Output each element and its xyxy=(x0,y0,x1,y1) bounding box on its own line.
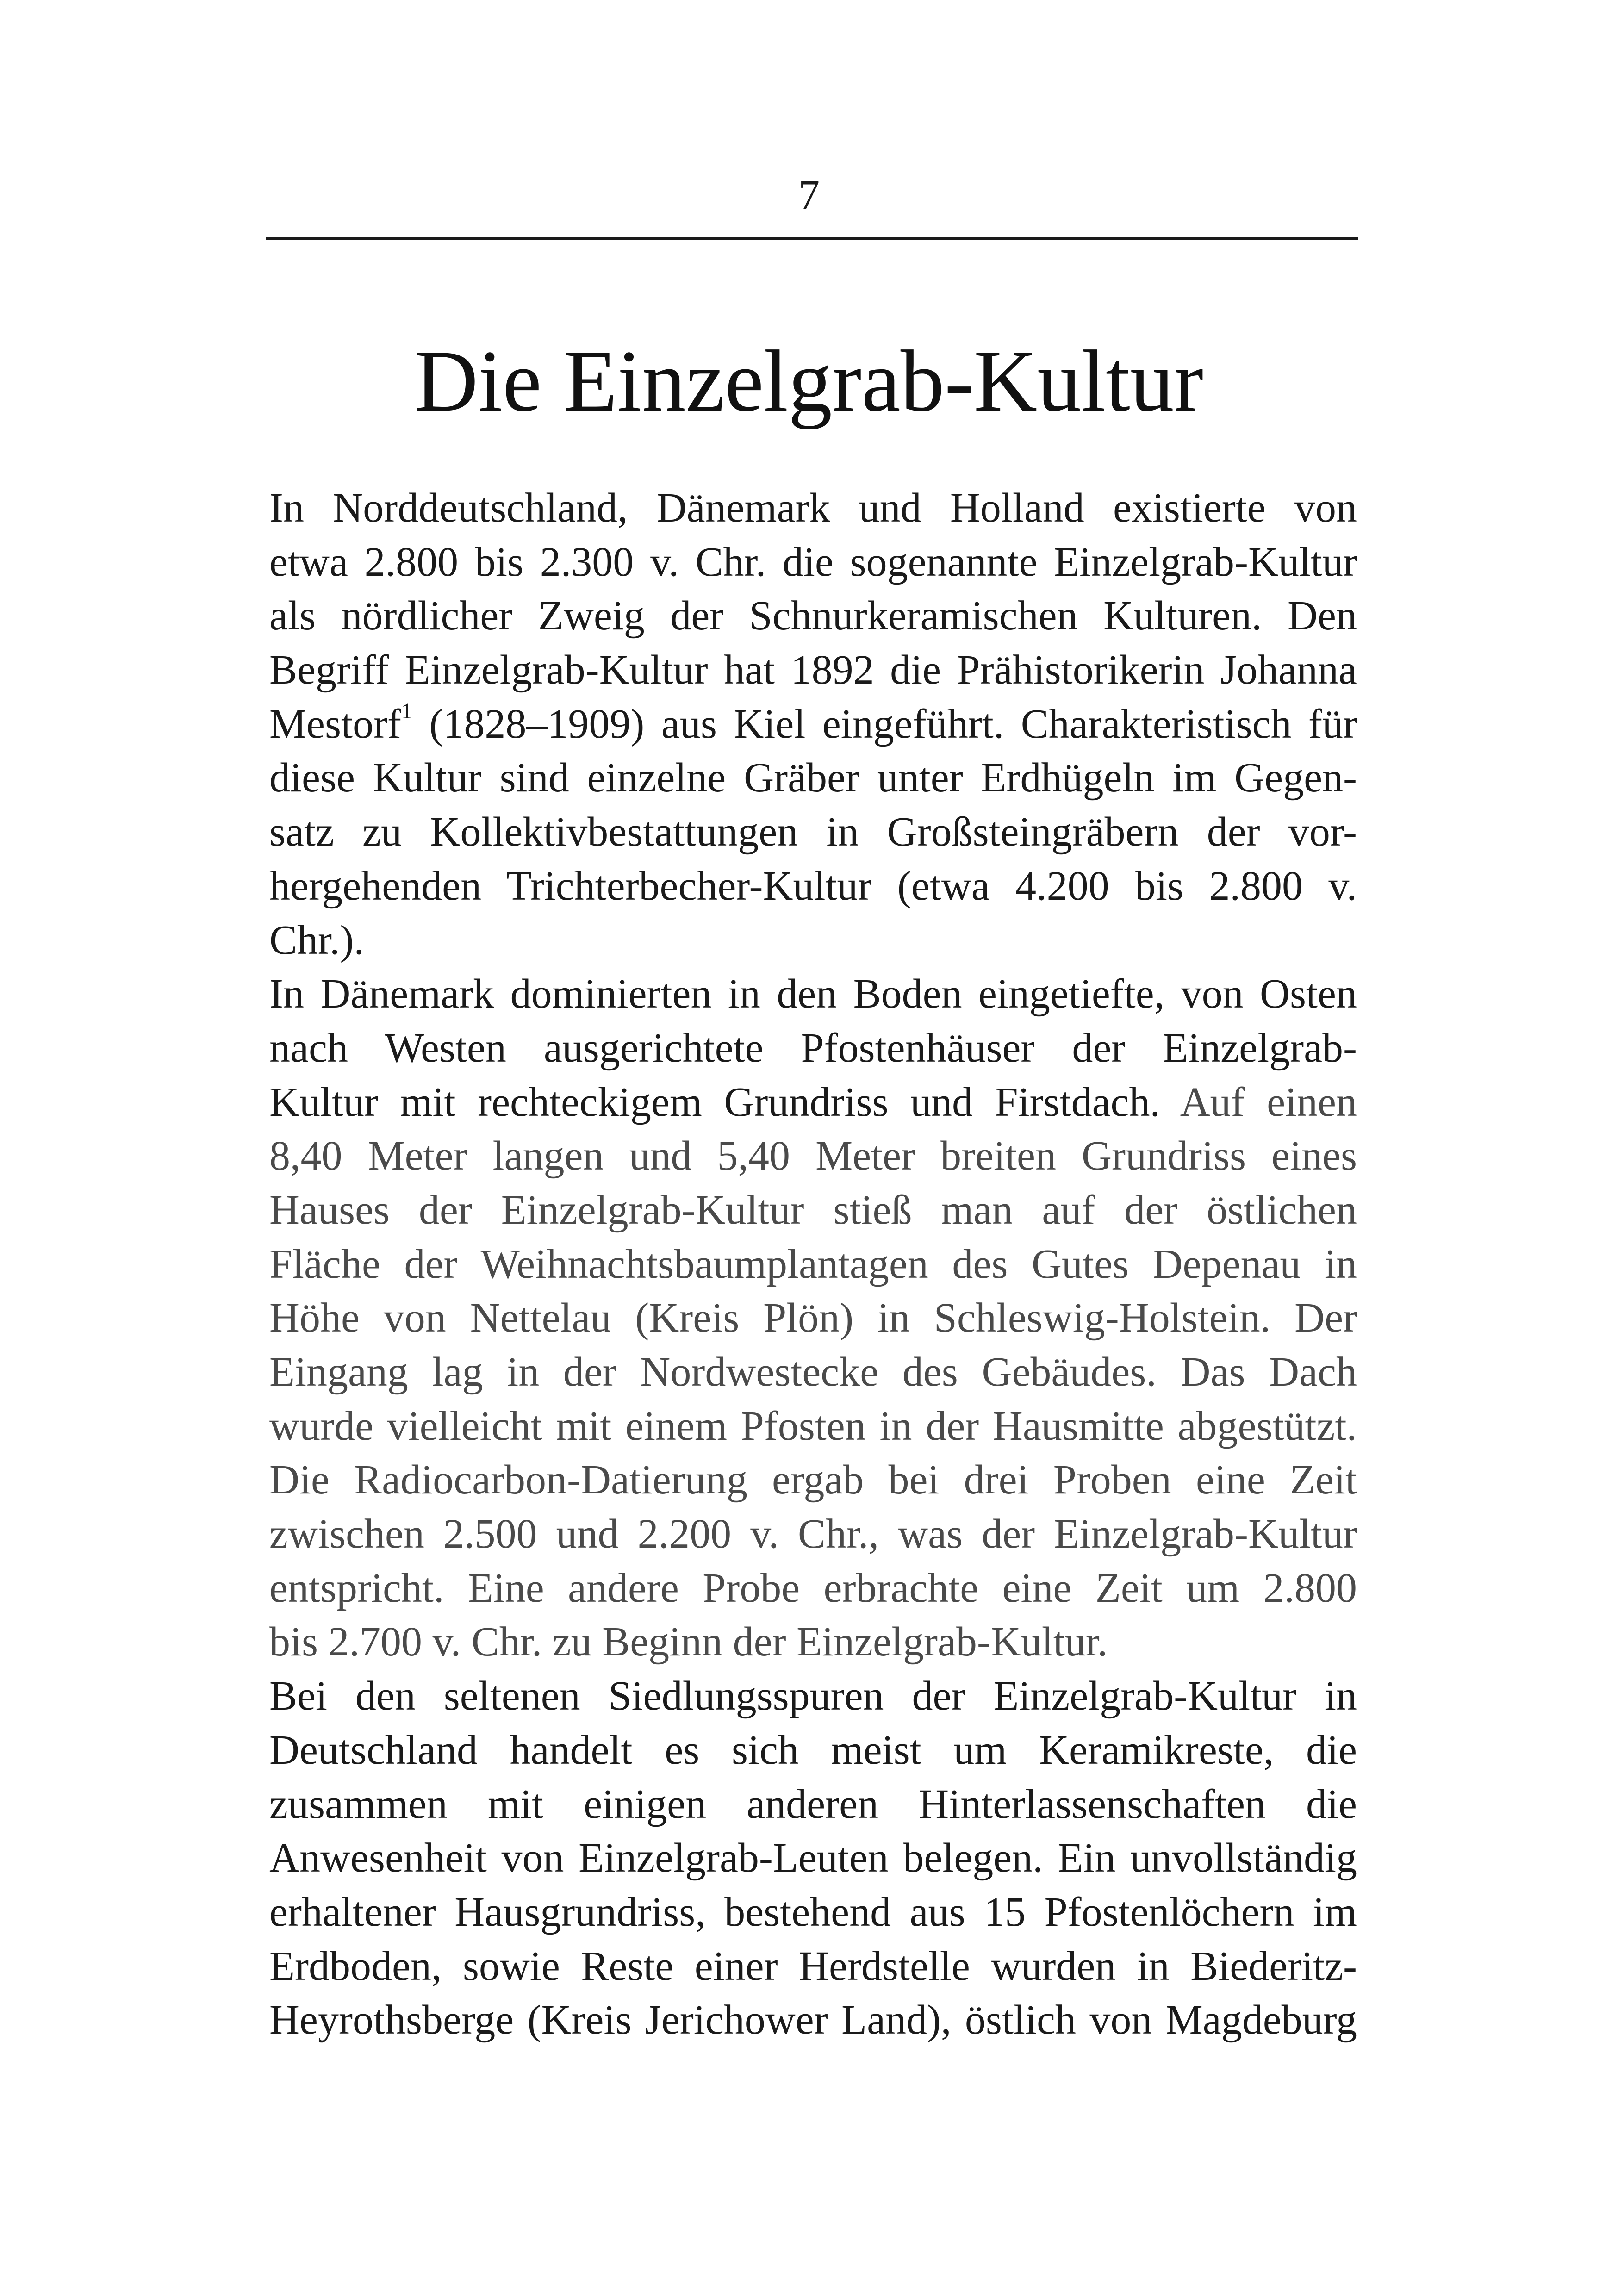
text-segment: Mestorf xyxy=(269,701,401,747)
text-line: nach Westen ausgerichtete Pfostenhäuser der Einzelgrab- xyxy=(269,1025,1357,1071)
text-line: Chr.). xyxy=(269,917,365,963)
text-line xyxy=(269,1076,1357,1130)
text-line: erhaltener Hausgrundriss, bestehend aus 15 Pfostenlöchern im xyxy=(269,1889,1357,1935)
text-line: Fläche der Weihnachtsbaumplantagen des Gutes Depenau in xyxy=(269,1241,1357,1287)
text-line xyxy=(269,697,1357,752)
text-line: zusammen mit einigen anderen Hinterlassenschaften die xyxy=(269,1781,1357,1827)
text-line: diese Kultur sind einzelne Gräber unter Erdhügeln im Gegen- xyxy=(269,755,1357,801)
page-number: 7 xyxy=(798,171,820,218)
text-segment: (1828–1909) aus Kiel eingeführt. Charakteristisch für xyxy=(412,701,1357,747)
text-segment: Auf einen xyxy=(1160,1079,1357,1125)
text-line: Heyrothsberge (Kreis Jerichower Land), östlich von Magdeburg xyxy=(269,1997,1357,2043)
text-line: entspricht. Eine andere Probe erbrachte eine Zeit um 2.800 xyxy=(269,1565,1357,1611)
text-line: Begriff Einzelgrab-Kultur hat 1892 die Prähistorikerin Johanna xyxy=(269,647,1357,693)
text-line: Die Radiocarbon-Datierung ergab bei drei Proben eine Zeit xyxy=(269,1457,1357,1503)
text-line: Erdboden, sowie Reste einer Herdstelle wurden in Biederitz- xyxy=(269,1943,1357,1989)
text-line: Eingang lag in der Nordwestecke des Gebäudes. Das Dach xyxy=(269,1349,1357,1395)
text-segment: Kultur mit rechteckigem Grundriss und Firstdach. xyxy=(269,1079,1160,1125)
text-line: zwischen 2.500 und 2.200 v. Chr., was der Einzelgrab-Kultur xyxy=(269,1511,1357,1557)
text-line: In Norddeutschland, Dänemark und Holland existierte von xyxy=(269,485,1357,531)
text-line: satz zu Kollektivbestattungen in Großsteingräbern der vor- xyxy=(269,809,1357,855)
text-line: Hauses der Einzelgrab-Kultur stieß man auf der östlichen xyxy=(269,1187,1357,1233)
text-line: etwa 2.800 bis 2.300 v. Chr. die sogenannte Einzelgrab-Kultur xyxy=(269,539,1357,585)
text-line: wurde vielleicht mit einem Pfosten in der Hausmitte abgestützt. xyxy=(269,1403,1357,1449)
footnote-marker: 1 xyxy=(401,698,412,723)
chapter-title: Die Einzelgrab-Kultur xyxy=(414,333,1204,430)
text-line: In Dänemark dominierten in den Boden eingetiefte, von Osten xyxy=(269,971,1357,1017)
text-line: Anwesenheit von Einzelgrab-Leuten belegen. Ein unvollständig xyxy=(269,1835,1357,1881)
text-line: als nördlicher Zweig der Schnurkeramischen Kulturen. Den xyxy=(269,593,1357,639)
text-line: Höhe von Nettelau (Kreis Plön) in Schleswig-Holstein. Der xyxy=(269,1295,1357,1341)
text-line: Bei den seltenen Siedlungsspuren der Einzelgrab-Kultur in xyxy=(269,1673,1357,1719)
body-text xyxy=(269,481,1357,2047)
text-line: Deutschland handelt es sich meist um Keramikreste, die xyxy=(269,1727,1357,1773)
text-line: bis 2.700 v. Chr. zu Beginn der Einzelgrab-Kultur. xyxy=(269,1619,1108,1665)
text-line: hergehenden Trichterbecher-Kultur (etwa 4.200 bis 2.800 v. xyxy=(269,863,1357,909)
text-line: 8,40 Meter langen und 5,40 Meter breiten Grundriss eines xyxy=(269,1133,1357,1179)
header-rule xyxy=(266,237,1358,240)
